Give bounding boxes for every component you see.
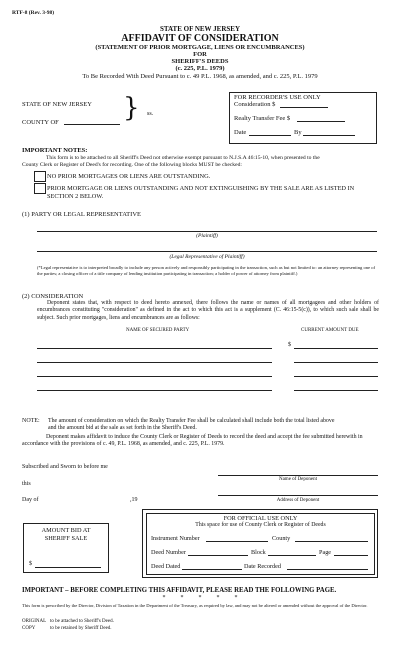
- page-label: Page: [319, 549, 332, 556]
- col-secured-party: NAME OF SECURED PARTY: [126, 328, 190, 333]
- recorder-date-field[interactable]: [249, 135, 291, 136]
- deponent-address-field[interactable]: [218, 495, 378, 496]
- section1-heading: (1) PARTY OR LEGAL REPRESENTATIVE: [22, 211, 141, 218]
- notes-line1: This form is to be attached to all Sheriff's Deed not otherwise exempt pursuant to N.J.S.A 46:15-10, when presented to the: [46, 155, 320, 161]
- header-deeds: SHERIFF'S DEEDS: [171, 58, 229, 65]
- header-state: STATE OF NEW JERSEY: [159, 25, 241, 33]
- affirmation-text: Deponent makes affidavit to induce the County Clerk or Register of Deeds to record the deed and accept the fee submitted herewith in accordance with the provisions of c. 49, P.L. 1968, as amended, and c. 225, P.L. 1979.: [22, 434, 363, 448]
- secured-party-field-3[interactable]: [37, 376, 272, 377]
- amount-due-field-1[interactable]: [294, 348, 378, 349]
- header-law: (c. 225, P.L. 1979): [175, 65, 225, 72]
- official-title: FOR OFFICIAL USE ONLY: [223, 515, 298, 522]
- instrument-label: Instrument Number: [151, 535, 200, 542]
- block-label: Block: [251, 549, 266, 556]
- prior-liens-label-cont: SECTION 2 BELOW.: [47, 193, 104, 200]
- legal-rep-footnote: (*Legal representative is to interpreted broadly to include any person actively and responsibly participating in the transaction, such as but not limited to: an attorney representing one of the parties; a closing officer of a title company of lending institution participating in transaction; a holder of power of attorney from plaintiff.): [37, 265, 376, 276]
- plaintiff-field[interactable]: [37, 231, 377, 232]
- brace-icon: }: [123, 93, 140, 123]
- section2-heading: (2) CONSIDERATION: [22, 293, 84, 300]
- county-label: County: [272, 535, 291, 542]
- official-county-field[interactable]: [295, 541, 368, 542]
- note-text2: and the amount bid at the sale as set forth in the Sheriff's Deed.: [48, 425, 197, 431]
- original-text: to be attached to Sheriff's Deed.: [50, 619, 114, 624]
- consideration-label: Consideration $: [234, 101, 276, 108]
- header-recorded: To Be Recorded With Deed Pursuant to c. 49 P.L. 1968, as amended, and c. 225, P.L. 1979: [82, 73, 318, 80]
- venue-county: COUNTY OF: [22, 119, 59, 126]
- date-label: Date: [234, 129, 247, 136]
- no-prior-liens-checkbox[interactable]: [34, 171, 46, 182]
- no-prior-liens-label: NO PRIOR MORTGAGES OR LIENS ARE OUTSTANDING.: [47, 173, 211, 180]
- section2-text: Deponent states that, with respect to deed hereto annexed, there follows the name or names of all mortgagees and other holders of encumbrances constituting "consideration" as defined in the act to which this act is a supplement (C. 46:15-5(c)), to which such sale shall be subject. Such prior mortgages, liens and encumbrances are as follows:: [37, 300, 379, 321]
- form-subtitle: (STATEMENT OF PRIOR MORTGAGE, LIENS OR ENCUMBRANCES): [95, 44, 305, 51]
- deponent-name-caption: Name of Deponent: [278, 477, 318, 482]
- deed-number-label: Deed Number: [151, 549, 186, 556]
- secured-party-field-4[interactable]: [37, 390, 272, 391]
- deponent-address-caption: Address of Deponent: [276, 498, 320, 503]
- notes-line2: County Clerk or Register of Deed's for recording. One of the following blocks MUST be checked:: [22, 162, 242, 168]
- amount-bid-title2: SHERIFF SALE: [44, 535, 88, 542]
- year-label: ,19: [130, 497, 138, 503]
- fee-field[interactable]: [297, 121, 345, 122]
- deed-number-field[interactable]: [188, 555, 248, 556]
- amount-due-field-2[interactable]: [294, 362, 378, 363]
- amount-bid-dollar: $: [29, 561, 32, 567]
- col-amount-due: CURRENT AMOUNT DUE: [301, 328, 359, 333]
- legal-rep-field[interactable]: [37, 251, 377, 252]
- plaintiff-caption: (Plaintiff): [196, 233, 218, 239]
- ss-label: ss.: [147, 111, 154, 117]
- secured-party-field-1[interactable]: [37, 348, 272, 349]
- sworn-label: Subscribed and Sworn to before me: [22, 464, 108, 470]
- legal-rep-caption: (Legal Representative of Plaintiff): [169, 254, 245, 260]
- notes-heading: IMPORTANT NOTES:: [22, 147, 88, 154]
- secured-party-field-2[interactable]: [37, 362, 272, 363]
- dollar-sign: $: [288, 342, 291, 348]
- copy-text: to be retained by Sheriff Deed.: [50, 626, 112, 631]
- consideration-field[interactable]: [280, 107, 328, 108]
- page-field[interactable]: [334, 555, 368, 556]
- deed-dated-field[interactable]: [182, 569, 242, 570]
- star-separator: * * * * *: [162, 595, 238, 601]
- amount-due-field-3[interactable]: [294, 376, 378, 377]
- form-number: RTF-8 (Rev. 3-98): [12, 10, 55, 16]
- by-label: By: [294, 129, 302, 136]
- header-for: FOR: [193, 51, 207, 58]
- original-label: ORIGINAL: [22, 619, 47, 624]
- day-of-label: Day of: [22, 497, 39, 503]
- venue-state: STATE OF NEW JERSEY: [22, 101, 92, 108]
- fee-label: Realty Transfer Fee $: [234, 115, 291, 122]
- county-field[interactable]: [64, 124, 120, 125]
- prescribed-notice: This form is prescribed by the Director, Division of Taxation in the Department of the Treasury, as required by law, and may not be altered or amended without the approval of the Director.: [22, 603, 368, 608]
- important-notice: IMPORTANT – BEFORE COMPLETING THIS AFFIDAVIT, PLEASE READ THE FOLLOWING PAGE.: [22, 587, 337, 594]
- official-subtitle: This space for use of County Clerk or Register of Deeds: [195, 522, 326, 528]
- recorders-title: FOR RECORDER'S USE ONLY: [234, 94, 321, 101]
- amount-bid-field[interactable]: [35, 567, 101, 568]
- prior-liens-label: PRIOR MORTGAGE OR LIENS OUTSTANDING AND NOT EXTINGUISHING BY THE SALE ARE AS LISTED IN: [47, 185, 355, 192]
- instrument-field[interactable]: [206, 541, 268, 542]
- note-text1: The amount of consideration on which the Realty Transfer Fee shall be calculated shall include both the total listed above: [48, 418, 335, 424]
- form-title: AFFIDAVIT OF CONSIDERATION: [121, 33, 279, 44]
- amount-due-field-4[interactable]: [294, 390, 378, 391]
- amount-bid-title1: AMOUNT BID AT: [41, 527, 91, 534]
- date-recorded-label: Date Recorded: [244, 563, 281, 570]
- recorder-by-field[interactable]: [303, 135, 355, 136]
- block-field[interactable]: [268, 555, 316, 556]
- prior-liens-checkbox[interactable]: [34, 183, 46, 194]
- note-label: NOTE:: [22, 418, 40, 424]
- date-recorded-field[interactable]: [287, 569, 368, 570]
- deed-dated-label: Deed Dated: [151, 563, 181, 570]
- this-label: this: [22, 481, 31, 487]
- copy-label: COPY: [22, 626, 36, 631]
